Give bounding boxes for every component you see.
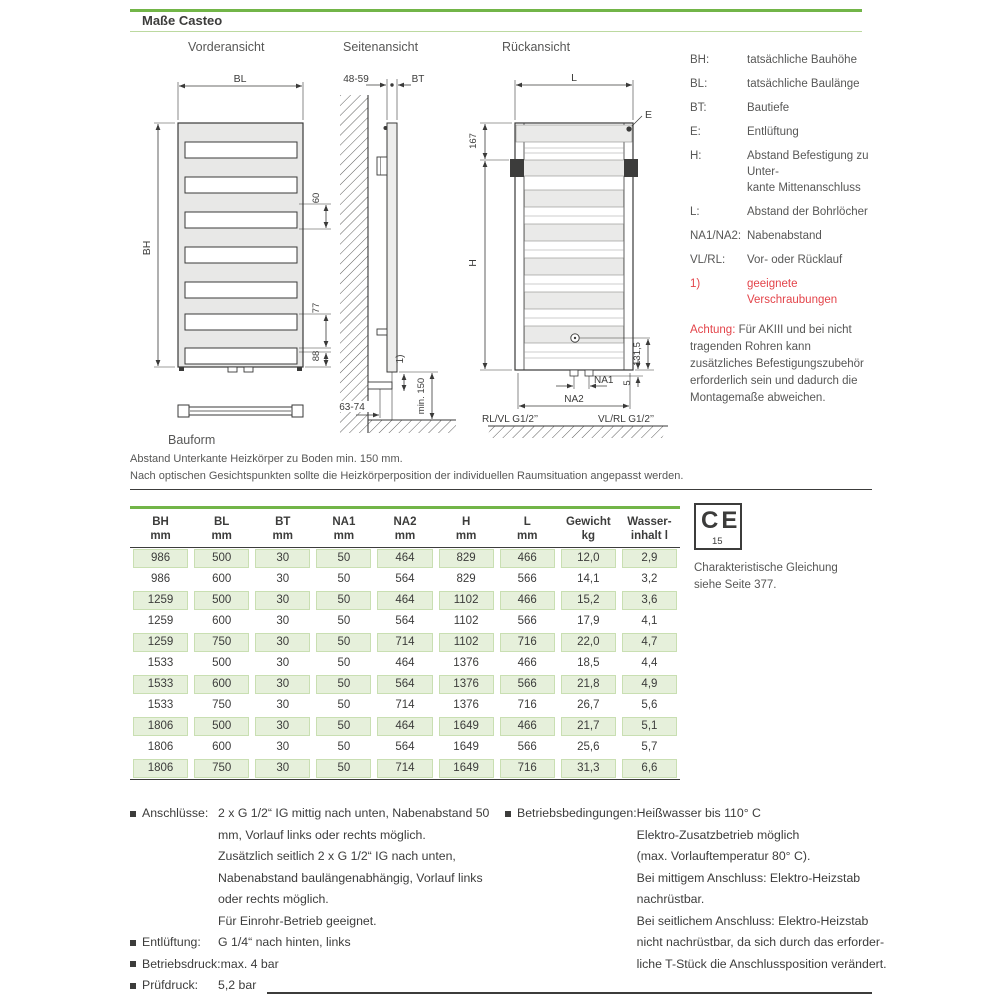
- table-cell: 1533: [147, 656, 174, 669]
- bullet-icon: [130, 940, 136, 946]
- legend-item-key: L:: [690, 206, 700, 218]
- table-cell: 986: [133, 549, 188, 568]
- table-cell: 1376: [453, 656, 479, 669]
- front-view-label: Vorderansicht: [188, 40, 265, 54]
- legend-item-line: geeignete Verschraubungen: [747, 278, 838, 306]
- ce-mark-text: CE: [701, 507, 741, 534]
- spec-value: [221, 954, 505, 976]
- dim-label-77: 77: [311, 302, 322, 314]
- table-cell: 1259: [133, 591, 188, 610]
- spec-label: [130, 803, 218, 825]
- header-line: NA2: [393, 515, 417, 528]
- table-cell: 30: [255, 675, 310, 694]
- spec-label: [130, 932, 218, 954]
- dim-label-5: 5: [622, 380, 633, 386]
- table-cell: 12,0: [561, 549, 616, 568]
- table-cell: 1806: [133, 759, 188, 778]
- side-view-drawing: [335, 74, 456, 433]
- dim-label-na2: NA2: [564, 394, 584, 405]
- spec-line: 2 x G 1/2“ IG mittig nach unten, Nabenabstand 50: [218, 806, 490, 820]
- spec-line: Bei seitlichem Anschluss: Elektro-Heizstab: [636, 913, 869, 928]
- table-cell: 600: [212, 614, 232, 627]
- table-cell: 30: [255, 591, 310, 610]
- spec-line: Nabenabstand baulängenabhängig, Vorlauf links: [218, 870, 483, 885]
- table-cell: 750: [194, 633, 249, 652]
- header-line: NA1: [332, 515, 356, 528]
- table-cell: 564: [377, 675, 432, 694]
- bullet-icon: [505, 811, 511, 817]
- table-cell: 1533: [133, 675, 188, 694]
- header-line: BH: [152, 515, 169, 528]
- legend-item-key: H:: [690, 150, 702, 162]
- table-cell: 829: [439, 549, 494, 568]
- header-line: BL: [213, 515, 230, 528]
- table-cell: 30: [255, 549, 310, 568]
- spec-line: G 1/4“ nach hinten, links: [218, 935, 351, 949]
- bullet-icon: [130, 983, 136, 989]
- table-header-cell: [558, 515, 619, 543]
- legend-item-line: Vor- oder Rücklauf: [747, 254, 843, 266]
- side-view-label: Seitenansicht: [343, 40, 419, 54]
- ce-block: [694, 503, 884, 594]
- legend-item-line: kante Mittenanschluss: [747, 182, 861, 194]
- table-cell: 18,5: [577, 656, 600, 669]
- title-underline: [130, 31, 862, 32]
- table-cell: 566: [517, 740, 537, 753]
- dim-label-131: 131,5: [632, 342, 643, 366]
- spec-line: liche T-Stück die Anschlussposition verändert.: [636, 956, 887, 971]
- table-cell: 50: [337, 572, 351, 585]
- table-cell: 30: [255, 759, 310, 778]
- table-cell: 14,1: [577, 572, 600, 585]
- table-row: [130, 590, 680, 611]
- legend-item-line: Abstand der Bohrlöcher: [747, 206, 868, 218]
- legend-item: [690, 76, 876, 92]
- table-cell: 714: [377, 759, 432, 778]
- dim-label-60: 60: [311, 192, 322, 204]
- conn-label-right: VL/RL G1/2’’: [598, 414, 655, 425]
- table-cell: 26,7: [577, 698, 600, 711]
- front-view-drawing: [141, 73, 331, 417]
- table-cell: 15,2: [561, 591, 616, 610]
- legend-item-line: Bautiefe: [747, 102, 790, 114]
- table-cell: 500: [194, 591, 249, 610]
- footnote-line: Abstand Unterkante Heizkörper zu Boden min. 150 mm.: [130, 453, 403, 465]
- legend-item-text: [747, 252, 842, 268]
- warning-label: Achtung:: [690, 324, 736, 336]
- legend-item-key: VL/RL:: [690, 254, 726, 266]
- specs-column-right: [505, 803, 887, 997]
- ce-note: [694, 560, 884, 594]
- dim-label-min-clearance: min. 150: [416, 377, 427, 415]
- table-header-cell: [191, 515, 252, 543]
- table-cell: 564: [395, 740, 415, 753]
- conn-label-left: RL/VL G1/2’’: [482, 414, 539, 425]
- table-cell: 466: [500, 549, 555, 568]
- table-cell: 4,7: [622, 633, 677, 652]
- table-cell: 3,2: [641, 572, 658, 585]
- table-cell: 50: [337, 698, 351, 711]
- table-header-cell: [497, 515, 558, 543]
- table-cell: 50: [316, 759, 371, 778]
- table-cell: 50: [316, 717, 371, 736]
- section-divider: [130, 489, 872, 490]
- legend: [690, 52, 876, 407]
- top-rule: [130, 9, 862, 12]
- spec-line: Elektro-Zusatzbetrieb möglich: [636, 827, 800, 842]
- legend-item-text: [747, 228, 822, 244]
- spec-line: Für Einrohr-Betrieb geeignet.: [218, 913, 377, 928]
- table-row: [130, 758, 680, 779]
- dim-label-h: H: [467, 259, 479, 267]
- table-cell: 750: [212, 698, 232, 711]
- table-cell: 600: [194, 675, 249, 694]
- header-line: L: [523, 515, 531, 528]
- spec-item: [130, 803, 505, 932]
- table-header-cell: [313, 515, 374, 543]
- footnotes: [130, 451, 875, 485]
- bauform-label: Bauform: [168, 433, 216, 447]
- legend-item-text: [747, 276, 876, 308]
- table-cell: 21,8: [561, 675, 616, 694]
- footnote-line: Nach optischen Gesichtspunkten sollte die Heizkörperposition der individuellen Raumsituation angepasst werden.: [130, 470, 684, 482]
- table-cell: 50: [316, 675, 371, 694]
- spec-item: [130, 932, 505, 954]
- ce-number: 15: [712, 536, 723, 547]
- table-cell: 1533: [147, 698, 174, 711]
- table-row: [130, 548, 680, 569]
- table-cell: 1649: [453, 740, 479, 753]
- legend-item-key: BL:: [690, 78, 708, 90]
- header-line: mm: [516, 529, 538, 542]
- table-cell: 714: [395, 698, 415, 711]
- table-row: [130, 695, 680, 716]
- header-line: Gewicht: [565, 515, 611, 528]
- legend-item-text: [747, 100, 789, 116]
- table-header-row: [130, 509, 680, 547]
- spec-label-text: Entlüftung:: [142, 935, 201, 949]
- page-title: Maße Casteo: [142, 13, 223, 28]
- table-row: [130, 674, 680, 695]
- table-cell: 5,7: [641, 740, 658, 753]
- dim-label-bl: BL: [233, 73, 247, 85]
- table-row: [130, 569, 680, 590]
- table-cell: 829: [456, 572, 476, 585]
- spec-value: [637, 803, 887, 975]
- dimensions-table: [130, 506, 680, 780]
- spec-line: nicht nachrüstbar, da sich durch das erforder-: [636, 935, 885, 949]
- legend-item-key: BT:: [690, 102, 707, 114]
- legend-item: [690, 276, 876, 308]
- dim-label-screw-ref: 1): [395, 354, 406, 364]
- rear-view-drawing: [467, 72, 668, 438]
- table-cell: 25,6: [577, 740, 600, 753]
- legend-list: [690, 52, 876, 308]
- table-row: [130, 611, 680, 632]
- table-cell: 2,9: [622, 549, 677, 568]
- table-cell: 716: [500, 759, 555, 778]
- spec-value: [218, 932, 505, 954]
- legend-item-key: 1): [690, 278, 701, 290]
- table-cell: 50: [316, 549, 371, 568]
- table-header-cell: [252, 515, 313, 543]
- spec-line: Bei mittigem Anschluss: Elektro-Heizstab: [636, 870, 861, 885]
- spec-line: 5,2 bar: [218, 978, 257, 992]
- table-cell: 564: [395, 572, 415, 585]
- legend-item-key: E:: [690, 126, 701, 138]
- table-bottom-rule: [130, 779, 680, 780]
- table-cell: 464: [377, 591, 432, 610]
- table-cell: 600: [212, 572, 232, 585]
- table-cell: 466: [517, 656, 537, 669]
- header-line: inhalt l: [630, 529, 668, 542]
- header-line: BT: [275, 515, 291, 528]
- legend-item-line: Abstand Befestigung zu Unter-: [747, 150, 869, 178]
- spec-line: Zusätzlich seitlich 2 x G 1/2“ IG nach unten,: [218, 849, 456, 863]
- spec-line: max. 4 bar: [220, 956, 279, 971]
- dim-label-bt: BT: [411, 74, 425, 85]
- table-cell: 566: [517, 572, 537, 585]
- table-cell: 600: [212, 740, 232, 753]
- table-cell: 1806: [147, 740, 174, 753]
- table-cell: 1102: [439, 591, 494, 610]
- rear-view-label: Rückansicht: [502, 40, 571, 54]
- spec-label-text: Anschlüsse:: [142, 806, 209, 820]
- table-cell: 30: [276, 614, 290, 627]
- table-cell: 986: [150, 572, 171, 585]
- table-cell: 30: [255, 633, 310, 652]
- table-cell: 22,0: [561, 633, 616, 652]
- table-cell: 50: [337, 740, 351, 753]
- technical-drawing: [130, 58, 690, 450]
- table-cell: 1259: [133, 633, 188, 652]
- table-cell: 564: [395, 614, 415, 627]
- table-row: [130, 737, 680, 758]
- legend-item-text: [747, 204, 868, 220]
- table-cell: 714: [377, 633, 432, 652]
- table-cell: 30: [276, 656, 290, 669]
- legend-item-text: [747, 76, 860, 92]
- header-line: mm: [455, 529, 477, 542]
- spec-item: [505, 803, 887, 975]
- spec-label-text: Betriebsbedingungen:: [517, 806, 637, 820]
- dim-label-wall-gap: 48-59: [343, 74, 369, 85]
- table-cell: 1102: [453, 614, 479, 627]
- table-cell: 50: [316, 591, 371, 610]
- table-row: [130, 716, 680, 737]
- dim-label-l: L: [571, 72, 577, 84]
- table-cell: 716: [500, 633, 555, 652]
- legend-warning: [690, 322, 876, 407]
- ce-mark-icon: [694, 503, 742, 550]
- legend-item-text: [747, 52, 857, 68]
- legend-item-line: Nabenabstand: [747, 230, 822, 242]
- table-cell: 1376: [439, 675, 494, 694]
- legend-item: [690, 100, 876, 116]
- header-line: mm: [394, 529, 416, 542]
- table-cell: 50: [316, 633, 371, 652]
- dim-label-88: 88: [311, 350, 322, 362]
- table-cell: 466: [500, 591, 555, 610]
- legend-item-key: NA1/NA2:: [690, 230, 742, 242]
- page-bottom-rule: [267, 992, 872, 994]
- table-cell: 1649: [439, 759, 494, 778]
- legend-item-key: BH:: [690, 54, 710, 66]
- legend-item-text: [747, 148, 876, 196]
- header-line: mm: [150, 529, 171, 542]
- legend-item: [690, 252, 876, 268]
- table-cell: 4,1: [641, 614, 658, 627]
- legend-item: [690, 204, 876, 220]
- table-cell: 31,3: [561, 759, 616, 778]
- header-line: mm: [333, 529, 355, 542]
- dim-label-na1: NA1: [594, 375, 614, 386]
- legend-item-line: Entlüftung: [747, 126, 799, 138]
- table-cell: 30: [276, 572, 290, 585]
- spec-value: [218, 803, 505, 932]
- table-header-cell: [130, 515, 191, 543]
- table-cell: 6,6: [622, 759, 677, 778]
- spec-label-text: Prüfdruck:: [142, 978, 199, 992]
- dim-label-167: 167: [468, 133, 479, 149]
- table-cell: 4,4: [641, 656, 658, 669]
- specs-column-left: [130, 803, 505, 997]
- table-cell: 3,6: [622, 591, 677, 610]
- table-cell: 566: [500, 675, 555, 694]
- table-header-cell: [436, 515, 497, 543]
- spec-line: mm, Vorlauf links oder rechts möglich.: [218, 827, 426, 842]
- table-cell: 500: [212, 656, 232, 669]
- table-cell: 5,1: [622, 717, 677, 736]
- table-cell: 5,6: [641, 698, 658, 711]
- bullet-icon: [130, 961, 136, 967]
- ce-note-line: Charakteristische Gleichung: [694, 562, 838, 574]
- table-cell: 750: [194, 759, 249, 778]
- legend-item-line: tatsächliche Baulänge: [747, 78, 860, 90]
- spec-label: [130, 975, 218, 997]
- table-cell: 30: [255, 717, 310, 736]
- spec-label: [505, 803, 637, 825]
- table-cell: 464: [395, 656, 415, 669]
- table-cell: 466: [500, 717, 555, 736]
- header-line: kg: [581, 529, 596, 542]
- table-cell: 464: [377, 549, 432, 568]
- table-cell: 30: [276, 698, 290, 711]
- spec-item: [130, 954, 505, 976]
- specifications: [130, 803, 887, 997]
- header-line: H: [461, 515, 471, 528]
- dim-label-e: E: [645, 109, 653, 121]
- header-line: Wasser-: [627, 515, 672, 528]
- spec-label: [130, 954, 221, 976]
- table-row: [130, 632, 680, 653]
- table-cell: 1259: [147, 614, 174, 627]
- table-header-cell: [619, 515, 680, 543]
- legend-item: [690, 228, 876, 244]
- table-cell: 716: [517, 698, 537, 711]
- table-cell: 566: [517, 614, 537, 627]
- spec-line: (max. Vorlauftemperatur 80° C).: [636, 849, 811, 863]
- legend-item: [690, 52, 876, 68]
- table-body: [130, 548, 680, 779]
- table-cell: 21,7: [561, 717, 616, 736]
- table-cell: 1376: [453, 698, 479, 711]
- table-cell: 500: [194, 549, 249, 568]
- table-cell: 464: [377, 717, 432, 736]
- legend-item: [690, 148, 876, 196]
- dim-label-bh: BH: [141, 240, 153, 256]
- table-cell: 1102: [439, 633, 494, 652]
- table-cell: 1649: [439, 717, 494, 736]
- spec-line: nachrüstbar.: [636, 892, 705, 906]
- warning-text: Für AKIII und bei nicht tragenden Rohren kann zusätzliches Befestigungszubehör erforderlich sein und dadurch die Montagemaße abweichen.: [690, 324, 864, 404]
- legend-item: [690, 124, 876, 140]
- header-line: mm: [272, 529, 293, 542]
- dim-label-floor-gap: 63-74: [339, 402, 365, 413]
- table-cell: 30: [276, 740, 290, 753]
- spec-label-text: Betriebsdruck:: [142, 956, 221, 971]
- table-cell: 1806: [133, 717, 188, 736]
- table-row: [130, 653, 680, 674]
- bullet-icon: [130, 811, 136, 817]
- table-header-cell: [374, 515, 435, 543]
- table-cell: 50: [337, 656, 351, 669]
- table-cell: 50: [337, 614, 351, 627]
- spec-line: oder rechts möglich.: [218, 892, 329, 906]
- table-cell: 500: [194, 717, 249, 736]
- ce-note-line: siehe Seite 377.: [694, 579, 777, 591]
- table-cell: 4,9: [622, 675, 677, 694]
- legend-item-text: [747, 124, 799, 140]
- table-cell: 17,9: [577, 614, 600, 627]
- spec-line: Heißwasser bis 110° C: [636, 806, 761, 820]
- legend-item-line: tatsächliche Bauhöhe: [747, 54, 857, 66]
- header-line: mm: [211, 529, 232, 542]
